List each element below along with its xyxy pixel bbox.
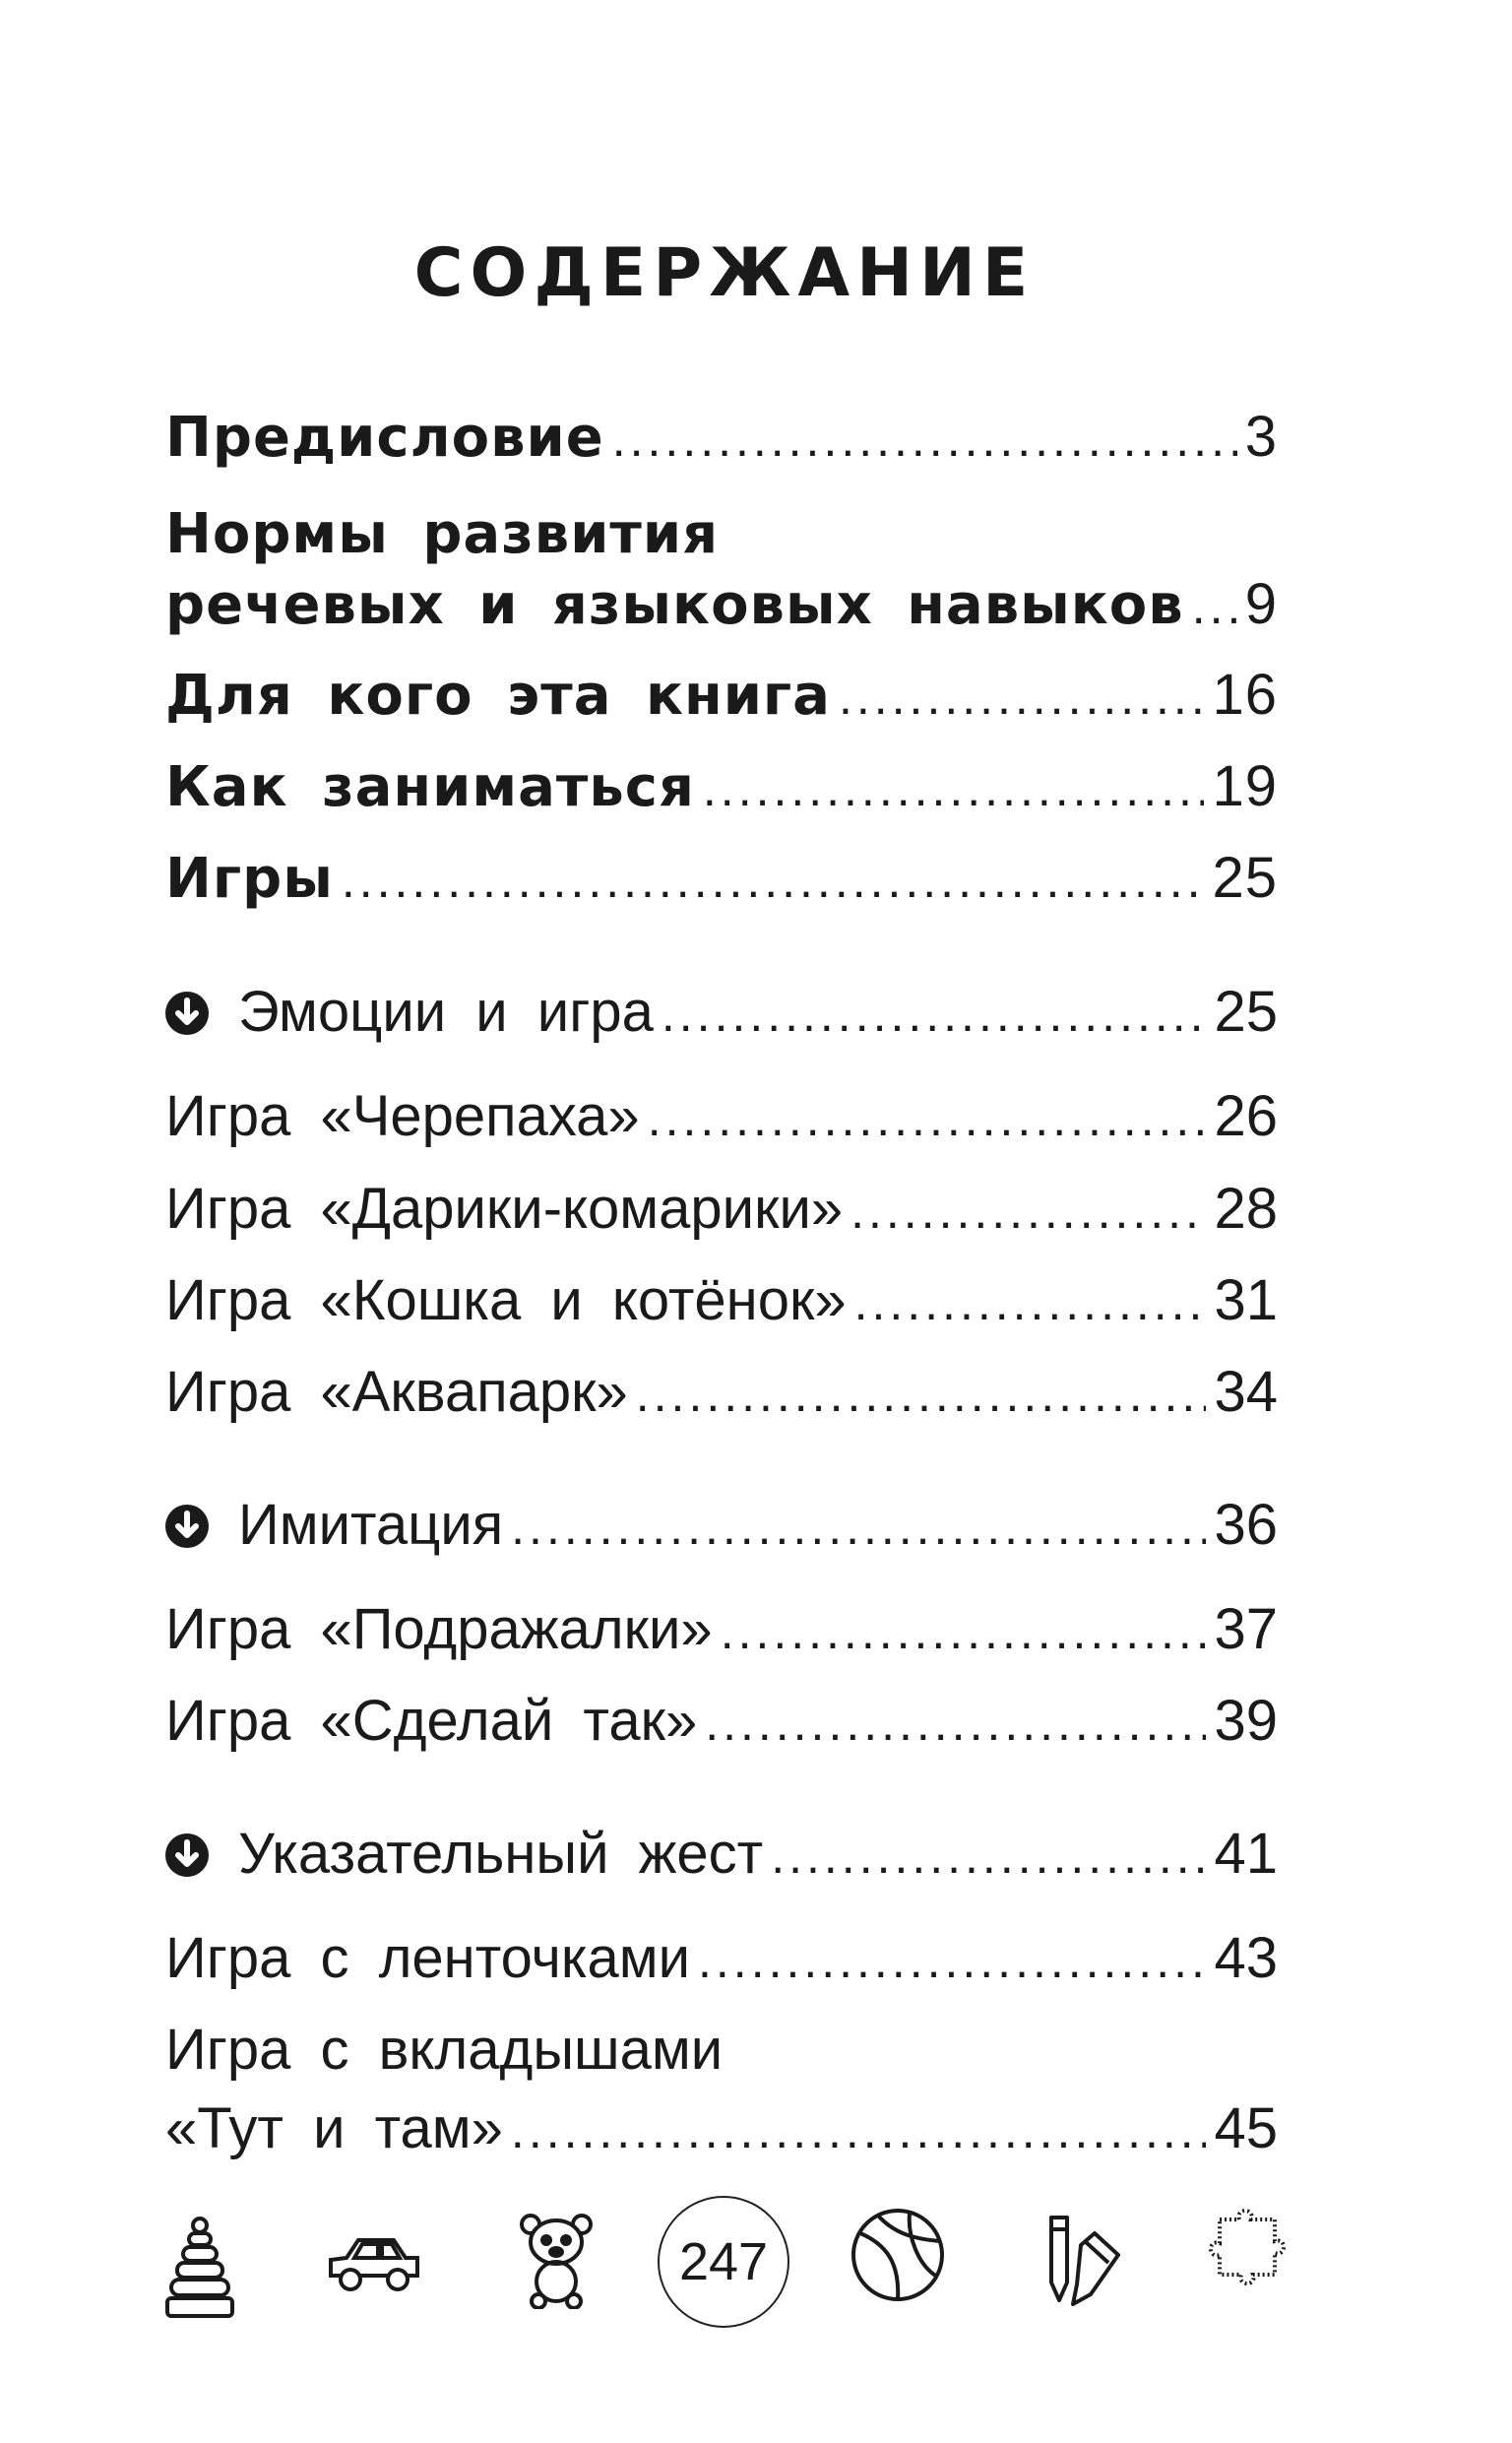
ball-icon bbox=[849, 2206, 947, 2304]
toc-entry-game-dariki[interactable] bbox=[165, 1176, 1278, 1245]
toc-entry-page: 16 bbox=[1212, 663, 1278, 727]
toc-entry-label: «Тут и там» bbox=[165, 2096, 503, 2160]
toc-entry-page: 9 bbox=[1244, 572, 1278, 636]
toc-entry-label: Как заниматься bbox=[165, 755, 695, 819]
toc-entry-games[interactable] bbox=[165, 845, 1278, 914]
arrow-down-circle-icon bbox=[165, 1505, 209, 1548]
dot-leader bbox=[636, 1366, 1207, 1423]
page-title: СОДЕРЖАНИЕ bbox=[413, 234, 1036, 312]
toc-entry-label: речевых и языковых навыков bbox=[165, 573, 1184, 637]
toc-entry-game-do-this[interactable] bbox=[165, 1688, 1278, 1757]
toc-entry-page: 41 bbox=[1214, 1822, 1278, 1886]
toc-entry-label: Предисловие bbox=[165, 406, 604, 470]
dot-leader bbox=[705, 1695, 1206, 1752]
dot-leader bbox=[839, 669, 1205, 726]
toc-entry-preface[interactable] bbox=[165, 404, 1278, 473]
toc-entry-page: 31 bbox=[1214, 1268, 1278, 1332]
dot-leader bbox=[854, 1274, 1207, 1331]
toc-entry-label-line1: Нормы развития bbox=[165, 502, 720, 566]
toc-entry-page: 25 bbox=[1212, 846, 1278, 910]
toc-entry-page: 37 bbox=[1214, 1597, 1278, 1661]
toc-entry-label: Для кого эта книга bbox=[165, 664, 831, 728]
car-icon bbox=[325, 2230, 423, 2299]
toc-entry-label: Игра «Дарики-комарики» bbox=[165, 1177, 844, 1241]
page-number: 247 bbox=[658, 2196, 789, 2328]
dot-leader bbox=[612, 411, 1237, 468]
toc-subsection-pointing-gesture[interactable] bbox=[165, 1821, 1278, 1890]
toc-entry-audience[interactable] bbox=[165, 662, 1278, 731]
toc-entry-label: Игра «Черепаха» bbox=[165, 1084, 640, 1148]
toc-entry-page: 26 bbox=[1214, 1084, 1278, 1148]
toc-subsection-imitation[interactable] bbox=[165, 1492, 1278, 1561]
toc-entry-page: 34 bbox=[1214, 1360, 1278, 1424]
toc-entry-label: Игра «Сделай так» bbox=[165, 1689, 698, 1753]
dot-leader bbox=[850, 1183, 1206, 1240]
toc-entry-page: 25 bbox=[1214, 980, 1278, 1044]
toc-entry-game-aquapark[interactable] bbox=[165, 1359, 1278, 1428]
toc-entry-game-cat[interactable] bbox=[165, 1267, 1278, 1336]
dot-leader bbox=[511, 1499, 1206, 1556]
toc-entry-label: Игра «Кошка и котёнок» bbox=[165, 1268, 847, 1332]
dot-leader bbox=[662, 986, 1207, 1043]
toc-entry-game-turtle[interactable] bbox=[165, 1083, 1278, 1152]
toc-entry-label: Игра «Аквапарк» bbox=[165, 1360, 628, 1424]
dot-leader bbox=[511, 2102, 1207, 2159]
toc-entry-how-to-practice[interactable] bbox=[165, 753, 1278, 822]
dot-leader bbox=[721, 1603, 1207, 1660]
toc-entry-page: 28 bbox=[1214, 1177, 1278, 1241]
dot-leader bbox=[648, 1090, 1207, 1147]
toc-entry-page: 36 bbox=[1214, 1493, 1278, 1557]
toc-entry-label: Эмоции и игра bbox=[238, 980, 654, 1044]
toc-entry-page: 43 bbox=[1214, 1926, 1278, 1990]
toc-entry-page: 39 bbox=[1214, 1689, 1278, 1753]
toc-entry-game-inserts[interactable] bbox=[165, 2095, 1278, 2164]
arrow-down-circle-icon bbox=[165, 992, 209, 1035]
toc-subsection-emotions[interactable] bbox=[165, 979, 1278, 1048]
toc-entry-label: Указательный жест bbox=[238, 1822, 764, 1886]
puzzle-piece-icon bbox=[1206, 2206, 1294, 2304]
dot-leader bbox=[342, 852, 1205, 909]
page-footer bbox=[0, 2186, 1512, 2344]
dot-leader bbox=[1192, 578, 1237, 635]
toc-entry-game-ribbons[interactable] bbox=[165, 1925, 1278, 1994]
dot-leader bbox=[771, 1828, 1206, 1885]
toc-entry-label: Имитация bbox=[238, 1493, 504, 1557]
arrow-down-circle-icon bbox=[165, 1833, 209, 1877]
pyramid-toy-icon bbox=[165, 2216, 234, 2324]
toc-entry-page: 3 bbox=[1244, 405, 1278, 469]
toc-entry-label: Игра «Подражалки» bbox=[165, 1597, 713, 1661]
dot-leader bbox=[703, 760, 1205, 817]
pencils-icon bbox=[1034, 2206, 1122, 2314]
toc-entry-page: 19 bbox=[1212, 754, 1278, 818]
toc-entry-speech-norms[interactable] bbox=[165, 571, 1278, 640]
teddy-bear-icon bbox=[517, 2211, 596, 2309]
toc-entry-game-imitators[interactable] bbox=[165, 1596, 1278, 1665]
toc-entry-label: Игры bbox=[165, 847, 334, 911]
toc-entry-page: 45 bbox=[1214, 2096, 1278, 2160]
toc-entry-label: Игра с ленточками bbox=[165, 1926, 691, 1990]
toc-entry-label-line1: Игра с вкладышами bbox=[165, 2018, 724, 2082]
dot-leader bbox=[698, 1932, 1206, 1989]
